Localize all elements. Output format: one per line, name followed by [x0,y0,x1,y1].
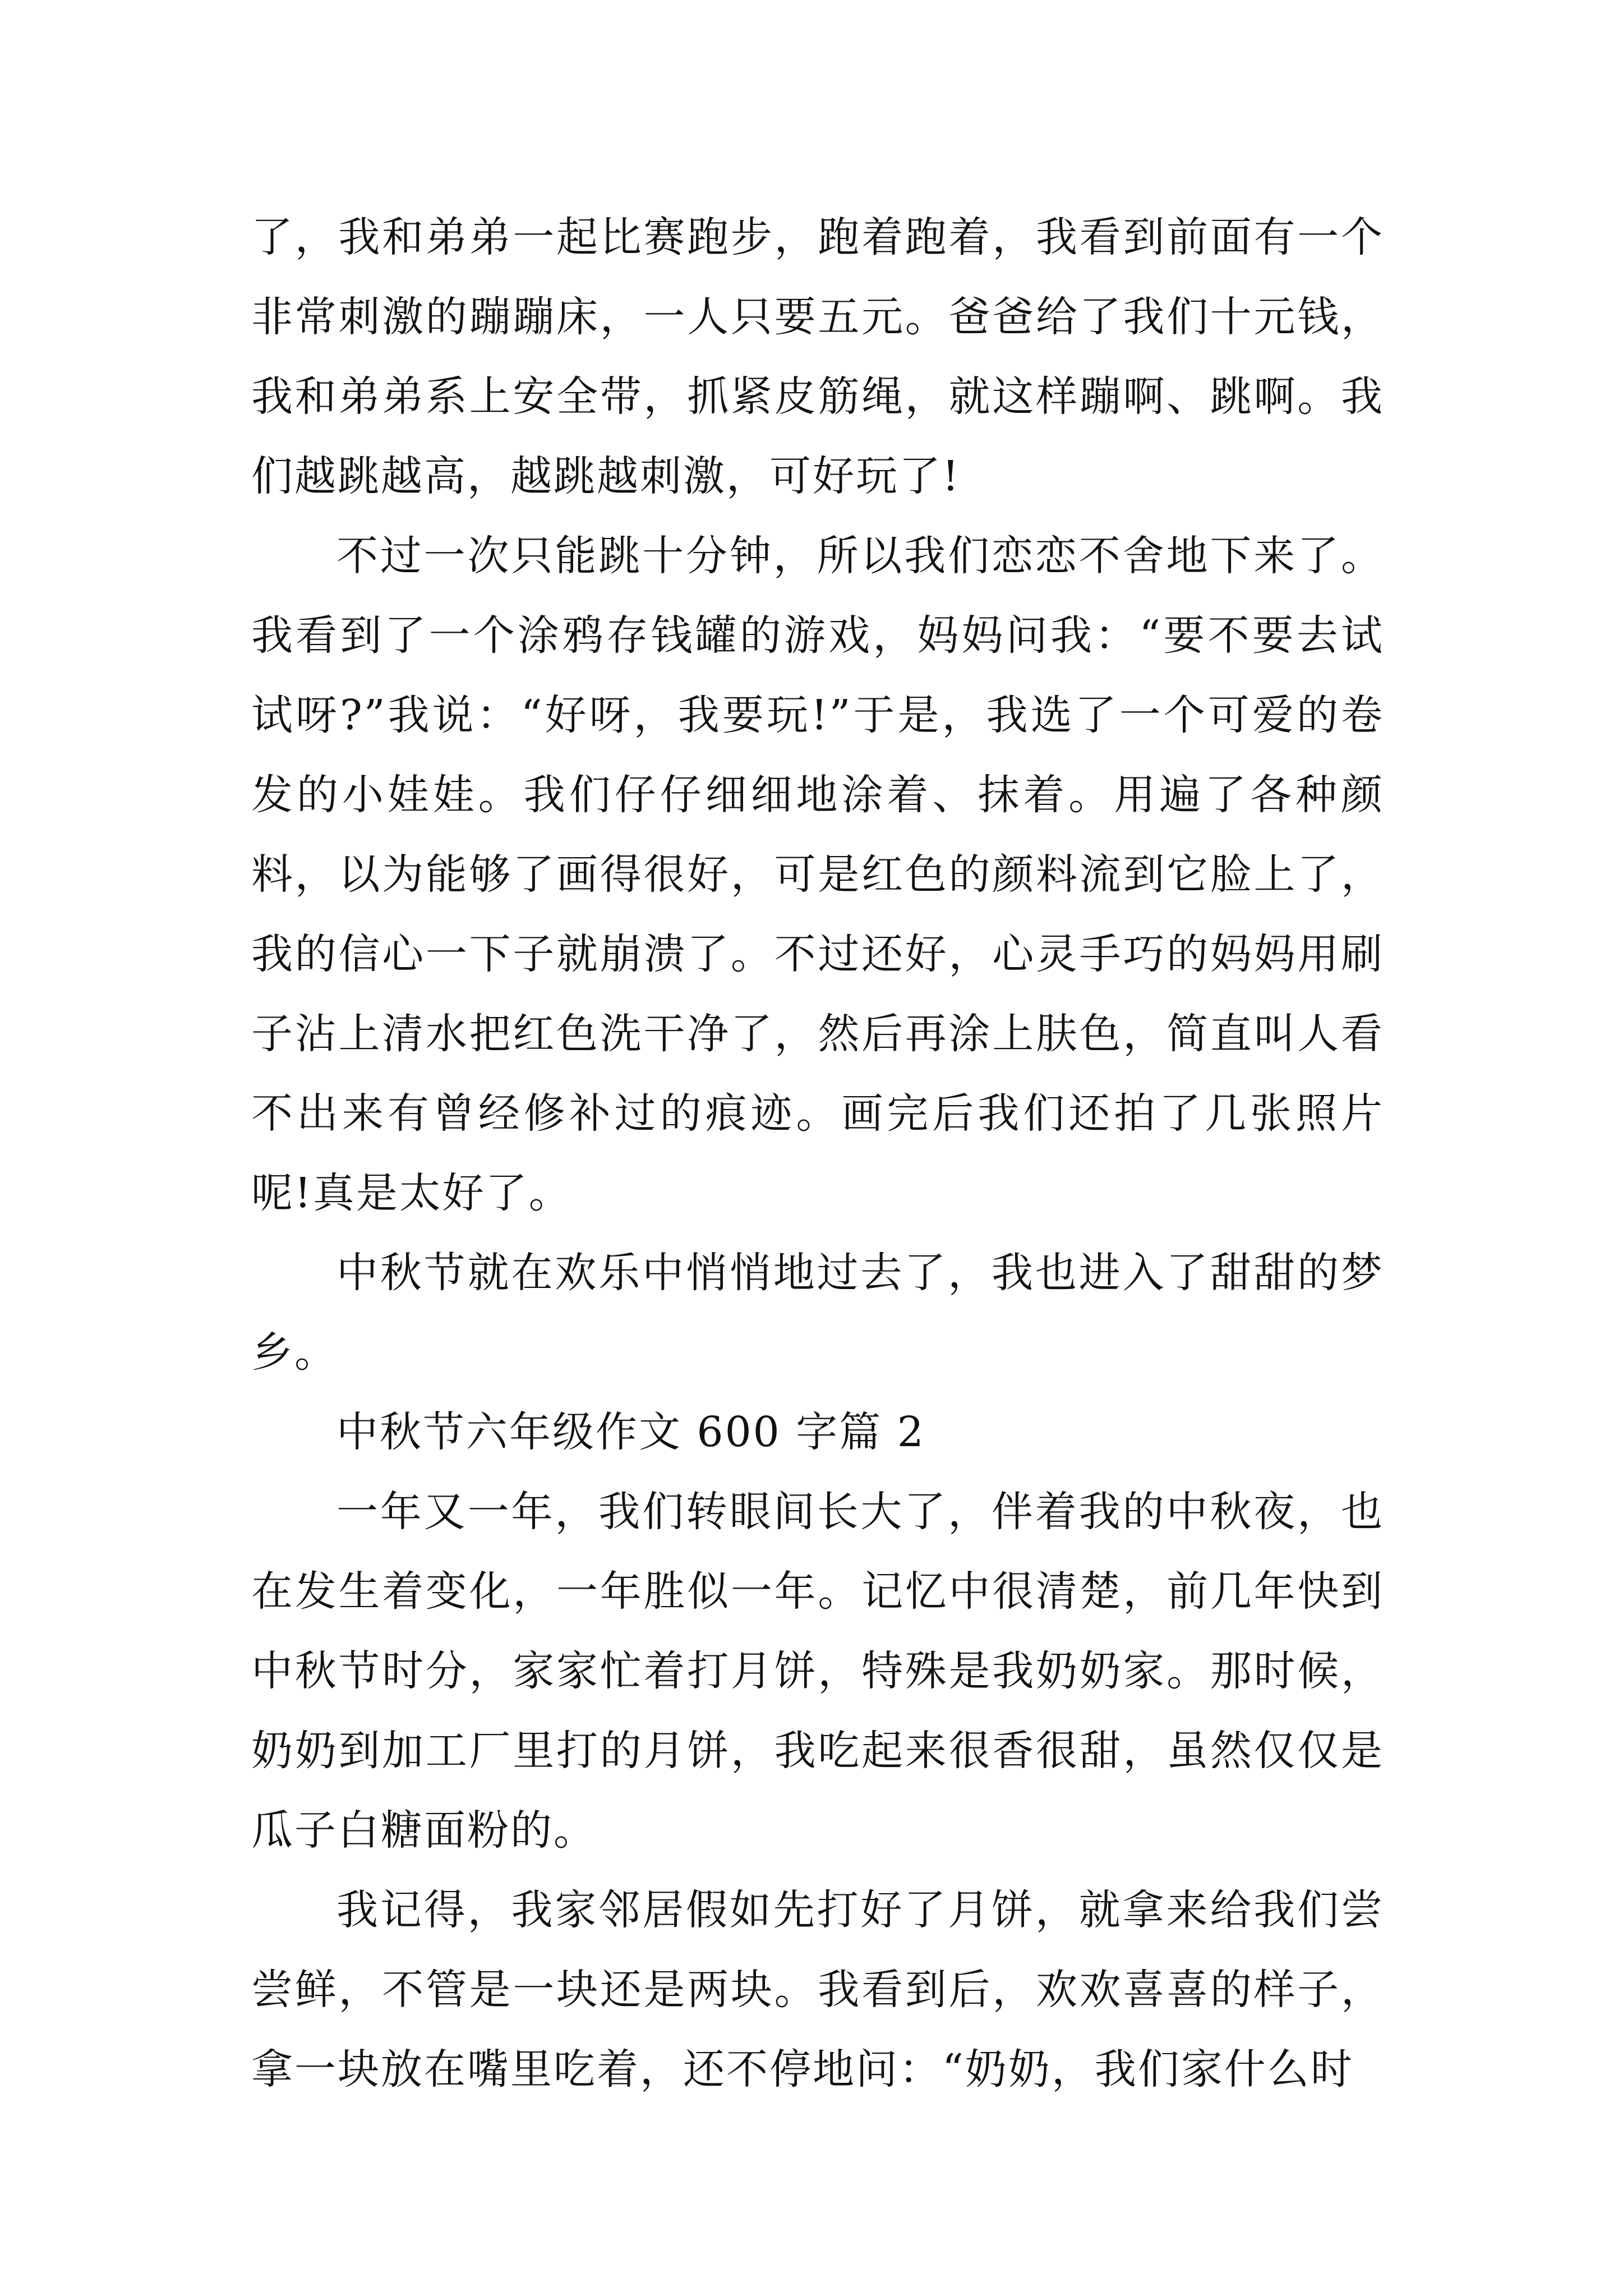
paragraph-5: 我记得，我家邻居假如先打好了月饼，就拿来给我们尝尝鲜，不管是一块还是两块。我看到后，欢欢喜喜的样子，拿一块放在嘴里吃着，还不停地问：“奶奶，我们家什么时 [251,1886,1384,2093]
article-body [251,197,1384,2109]
paragraph-3: 中秋节就在欢乐中悄悄地过去了，我也进入了甜甜的梦乡。 [251,1249,1384,1377]
section-heading: 中秋节六年级作文 600 字篇 2 [336,1408,925,1456]
paragraph-1: 了，我和弟弟一起比赛跑步，跑着跑着，我看到前面有一个非常刺激的蹦蹦床，一人只要五元。爸爸给了我们十元钱，我和弟弟系上安全带，抓紧皮筋绳，就这样蹦啊、跳啊。我们越跳越高，越跳越刺激，可好玩了! [251,213,1384,500]
paragraph-2: 不过一次只能跳十分钟，所以我们恋恋不舍地下来了。我看到了一个涂鸦存钱罐的游戏，妈妈问我：“要不要去试试呀?”我说：“好呀，我要玩!”于是，我选了一个可爱的卷发的小娃娃。我们仔仔细细地涂着、抹着。用遍了各种颜料，以为能够了画得很好，可是红色的颜料流到它脸上了，我的信心一下子就崩溃了。不过还好，心灵手巧的妈妈用刷子沾上清水把红色洗干净了，然后再涂上肤色，简直叫人看不出来有曾经修补过的痕迹。画完后我们还拍了几张照片呢!真是太好了。 [251,532,1384,1217]
paragraph-4: 一年又一年，我们转眼间长大了，伴着我的中秋夜，也在发生着变化，一年胜似一年。记忆中很清楚，前几年快到中秋节时分，家家忙着打月饼，特殊是我奶奶家。那时候，奶奶到加工厂里打的月饼，我吃起来很香很甜，虽然仅仅是瓜子白糖面粉的。 [251,1488,1384,1855]
